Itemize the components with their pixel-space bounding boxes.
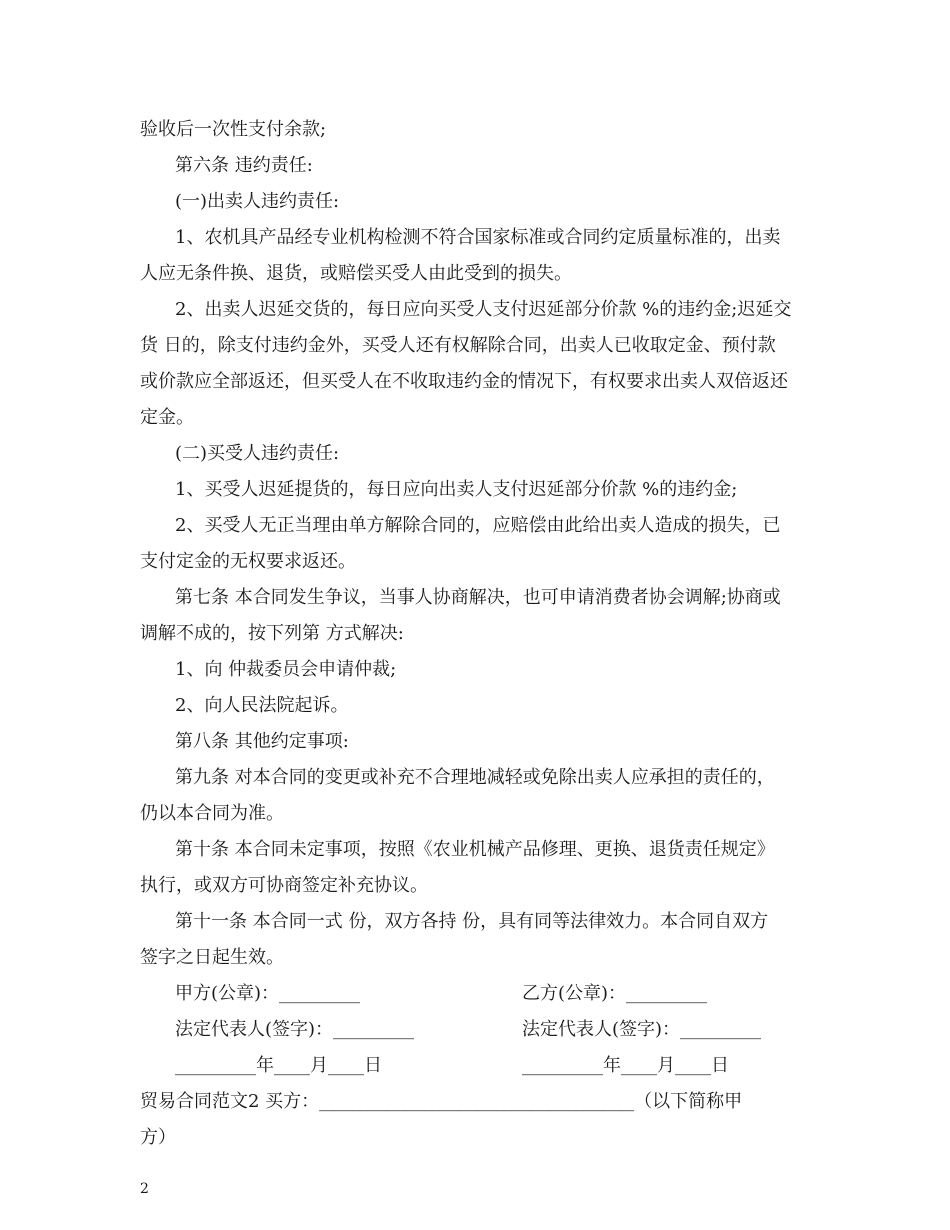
text-line: 2、买受人无正当理由单方解除合同的，应赔偿由此给出卖人造成的损失，已 (175, 515, 781, 536)
article-heading: 第六条 违约责任: (175, 155, 313, 176)
page-number: 2 (140, 1181, 149, 1197)
party-b-date: _________年____月____日 (522, 1055, 729, 1076)
article-heading: 第九条 对本合同的变更或补充不合理地减轻或免除出卖人应承担的责任的， (175, 767, 775, 788)
text-line: 1、农机具产品经专业机构检测不符合国家标准或合同约定质量标准的，出卖 (175, 227, 781, 248)
article-heading: 第十一条 本合同一式 份，双方各持 份，具有同等法律效力。本合同自双方 (175, 911, 769, 932)
party-a-representative: 法定代表人(签字)：_________ (175, 1019, 415, 1040)
article-heading: 第七条 本合同发生争议，当事人协商解决，也可申请消费者协会调解;协商或 (175, 587, 781, 608)
party-b-seal: 乙方(公章)：_________ (522, 983, 708, 1004)
text-line: 或价款应全部返还，但买受人在不收取违约金的情况下，有权要求出卖人双倍返还 (140, 371, 788, 392)
party-b-representative: 法定代表人(签字)：_________ (522, 1019, 762, 1040)
text-line: 签字之日起生效。 (140, 947, 284, 968)
article-heading: 第十条 本合同未定事项，按照《农业机械产品修理、更换、退货责任规定》 (175, 839, 775, 860)
text-line: 仍以本合同为准。 (140, 803, 284, 824)
text-line: 1、买受人迟延提货的，每日应向出卖人支付迟延部分价款 %的违约金; (175, 479, 738, 500)
text-line: 支付定金的无权要求返还。 (140, 551, 356, 572)
party-a-seal: 甲方(公章)：_________ (175, 983, 361, 1004)
text-line: 验收后一次性支付余款; (140, 119, 327, 140)
next-contract-heading: 贸易合同范文2 买方：___________________________________（以下简称甲 (140, 1091, 743, 1112)
text-line: 2、出卖人迟延交货的，每日应向买受人支付迟延部分价款 %的违约金;迟延交 (175, 299, 792, 320)
text-line: 方） (140, 1127, 176, 1148)
text-line: 1、向 仲裁委员会申请仲裁; (175, 659, 397, 680)
article-heading: 第八条 其他约定事项: (175, 731, 349, 752)
section-heading: (一)出卖人违约责任: (175, 191, 340, 212)
text-line: 执行，或双方可协商签定补充协议。 (140, 875, 428, 896)
text-line: 人应无条件换、退货，或赔偿买受人由此受到的损失。 (140, 263, 572, 284)
party-a-date: _________年____月____日 (175, 1055, 382, 1076)
text-line: 定金。 (140, 407, 194, 428)
section-heading: (二)买受人违约责任: (175, 443, 340, 464)
text-line: 调解不成的，按下列第 方式解决: (140, 623, 404, 644)
text-line: 货 日的，除支付违约金外，买受人还有权解除合同，出卖人已收取定金、预付款 (140, 335, 776, 356)
text-line: 2、向人民法院起诉。 (175, 695, 349, 716)
